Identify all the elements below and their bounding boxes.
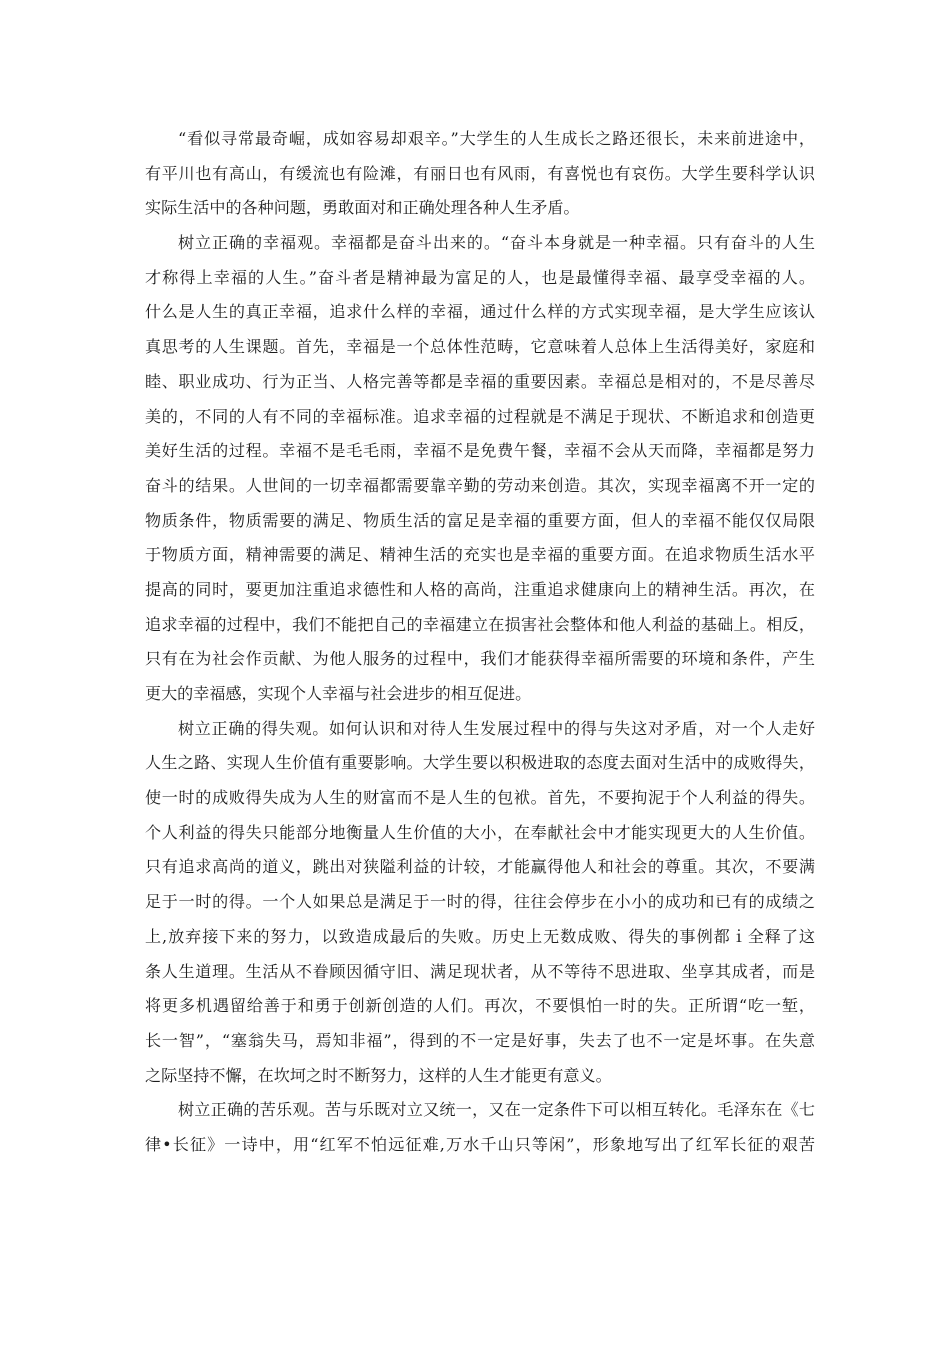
- text-line: 奋斗的结果。人世间的一切幸福都需要靠辛勤的劳动来创造。其次，实现幸福离不开一定的: [145, 475, 815, 495]
- text-line: 只有在为社会作贡献、为他人服务的过程中，我们才能获得幸福所需要的环境和条件，产生: [145, 649, 815, 669]
- paragraph-1: [145, 122, 815, 226]
- text-line: 人生之路、实现人生价值有重要影响。大学生要以积极进取的态度去面对生活中的成败得失，: [145, 753, 815, 773]
- text-line: 树立正确的得失观。如何认识和对待人生发展过程中的得与失这对矛盾，对一个人走好: [178, 718, 815, 738]
- text-line: 使一时的成败得失成为人生的财富而不是人生的包袱。首先，不要拘泥于个人利益的得失。: [145, 788, 815, 808]
- text-line: 长一智”，“塞翁失马，焉知非福”，得到的不一定是好事，失去了也不一定是坏事。在失意: [145, 1030, 815, 1050]
- text-line: 更大的幸福感，实现个人幸福与社会进步的相互促进。: [145, 684, 532, 703]
- text-line: 树立正确的幸福观。幸福都是奋斗出来的。“奋斗本身就是一种幸福。只有奋斗的人生: [178, 233, 815, 253]
- text-line: 有平川也有高山，有缓流也有险滩，有丽日也有风雨，有喜悦也有哀伤。大学生要科学认识: [145, 163, 815, 183]
- text-line: 足于一时的得。一个人如果总是满足于一时的得，往往会停步在小小的成功和已有的成绩之: [145, 892, 815, 912]
- paragraph-3: [145, 712, 815, 1094]
- text-line: 于物质方面，精神需要的满足、精神生活的充实也是幸福的重要方面。在追求物质生活水平: [145, 545, 815, 565]
- text-line: 睦、职业成功、行为正当、人格完善等都是幸福的重要因素。幸福总是相对的，不是尽善尽: [145, 371, 815, 391]
- text-line: 上,放弃接下来的努力，以致造成最后的失败。历史上无数成败、得失的事例都ｉ全释了这: [145, 926, 815, 946]
- text-line: 条人生道理。生活从不眷顾因循守旧、满足现状者，从不等待不思进取、坐享其成者，而是: [145, 961, 815, 981]
- text-line: 实际生活中的各种问题，勇敢面对和正确处理各种人生矛盾。: [145, 198, 580, 218]
- text-line: 个人利益的得失只能部分地衡量人生价值的大小，在奉献社会中才能实现更大的人生价值。: [145, 822, 815, 842]
- body-text: [145, 122, 815, 1163]
- text-line: 才称得上幸福的人生。”奋斗者是精神最为富足的人，也是最懂得幸福、最享受幸福的人。: [145, 267, 815, 287]
- text-line: 美的，不同的人有不同的幸福标准。追求幸福的过程就是不满足于现状、不断追求和创造更: [145, 406, 815, 426]
- text-line: 物质条件，物质需要的满足、物质生活的富足是幸福的重要方面，但人的幸福不能仅仅局限: [145, 510, 815, 530]
- text-line: 真思考的人生课题。首先，幸福是一个总体性范畴，它意味着人总体上生活得美好，家庭和: [145, 337, 815, 357]
- text-line: 提高的同时，要更加注重追求德性和人格的高尚，注重追求健康向上的精神生活。再次，在: [145, 579, 815, 599]
- text-line: 之际坚持不懈，在坎坷之时不断努力，这样的人生才能更有意义。: [145, 1065, 612, 1085]
- paragraph-4: [145, 1093, 815, 1162]
- text-line: 将更多机遇留给善于和勇于创新创造的人们。再次，不要惧怕一时的失。正所谓“吃一堑，: [145, 996, 815, 1016]
- paragraph-2: [145, 226, 815, 712]
- text-line: 树立正确的苦乐观。苦与乐既对立又统一，又在一定条件下可以相互转化。毛泽东在《七: [178, 1100, 815, 1120]
- text-line: 只有追求高尚的道义，跳出对狭隘利益的计较，才能赢得他人和社会的尊重。其次，不要满: [145, 857, 815, 877]
- text-line: 追求幸福的过程中，我们不能把自己的幸福建立在损害社会整体和他人利益的基础上。相反，: [145, 614, 815, 634]
- text-line: “看似寻常最奇崛，成如容易却艰辛。”大学生的人生成长之路还很长，未来前进途中，: [178, 129, 815, 148]
- text-line: 美好生活的过程。幸福不是毛毛雨，幸福不是免费午餐，幸福不会从天而降，幸福都是努力: [145, 441, 815, 461]
- text-line: 律•长征》一诗中，用“红军不怕远征难,万水千山只等闲”，形象地写出了红军长征的艰苦: [145, 1134, 815, 1154]
- text-line: 什么是人生的真正幸福，追求什么样的幸福，通过什么样的方式实现幸福，是大学生应该认: [145, 302, 815, 322]
